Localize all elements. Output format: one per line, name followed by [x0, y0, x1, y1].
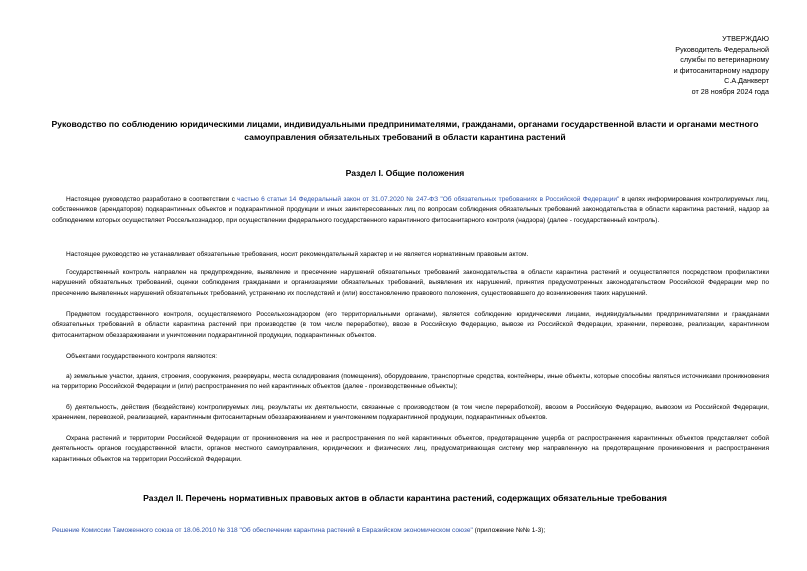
paragraph-5: Объектами государственного контроля являются:: [66, 353, 218, 360]
paragraph-7: б) деятельность, действия (бездействие) контролируемых лиц, результаты их деятельности, связанные с производством (в том числе переработкой), ввозом в Российскую Федерацию, вывозом из Российской Федерации, хранением, перевозкой, реализацией, карантинным фитосанитарным обеззараживанием и уничтожением подкарантинной продукции, подкарантинных объектов.: [52, 404, 769, 422]
regulation-list-item-suffix: (приложение №№ 1-3);: [472, 527, 546, 534]
paragraph-1: [52, 195, 769, 226]
approval-line: службы по ветеринарному: [680, 55, 769, 65]
paragraph-2: Настоящее руководство не устанавливает обязательные требования, носит рекомендательный характер и не является нормативным правовым актом.: [66, 251, 529, 258]
regulation-list-item: [52, 526, 769, 536]
paragraph-1-text-start: Настоящее руководство разработано в соответствии с: [66, 196, 238, 203]
approval-line: от 28 ноября 2024 года: [691, 86, 769, 96]
approval-line: и фитосанитарному надзору: [673, 65, 769, 75]
approval-line: С.А.Данкверт: [724, 76, 769, 86]
paragraph-6: а) земельные участки, здания, строения, сооружения, резервуары, места складирования (помещения), оборудование, транспортные средства, контейнеры, иные объекты, которые способны являться источниками проникновения на территорию Российской Федерации и (или) распространения по ней карантинных объектов (далее - производственные объекты);: [52, 373, 769, 391]
paragraph-3: Государственный контроль направлен на предупреждение, выявление и пресечение нарушений обязательных требований законодательства в области карантина растений и осуществляется посредством профилактики нарушений обязательных требований, оценки соблюдения гражданами и организациями обязательных требований, выявления их нарушений, принятия предусмотренных законодательством Российской Федерации мер по пресечению выявленных нарушений обязательных требований, устранению их последствий и (или) восстановлению правового положения, существовавшего до возникновения таких нарушений.: [52, 269, 769, 297]
paragraph-1-text-end: в целях информирования контролируемых лиц, собственников (арендаторов) подкарантинных объектов и подкарантинной продукции и иных заинтересованных лиц по вопросам соблюдения обязательных требований законодательства в области карантина растений, надзор за соблюдением которых осуществляет Россельхознадзор, при осуществлении федерального государственного карантинного фитосанитарного контроля (надзора) (далее - государственный контроль).: [52, 196, 769, 224]
approval-line: УТВЕРЖДАЮ: [722, 34, 769, 43]
approval-block: [569, 34, 769, 98]
paragraph-4: Предметом государственного контроля, осуществляемого Россельхознадзором (его территориальными органами), является соблюдение юридическими лицами, индивидуальными предпринимателями и гражданами обязательных требований в области карантина растений при производстве (в том числе переработке), ввозе в Российскую Федерацию, вывозе из Российской Федерации, хранении, перевозке, реализации, карантинном фитосанитарном обеззараживании и уничтожении подкарантинной продукции, подкарантинных объектов.: [52, 311, 769, 339]
federal-law-link[interactable]: частью 6 статьи 14 Федеральный закон от 31.07.2020 № 247-ФЗ "Об обязательных требованиях в Российской Федерации": [237, 196, 620, 203]
document-title: Руководство по соблюдению юридическими лицами, индивидуальными предпринимателями, гражданами, органами государственной власти и органами местного самоуправления обязательных требований в области карантина растений: [51, 119, 759, 142]
section-2-heading: Раздел II. Перечень нормативных правовых актов в области карантина растений, содержащих обязательные требования: [143, 493, 667, 503]
approval-line: Руководитель Федеральной: [675, 44, 769, 54]
section-1-heading: Раздел I. Общие положения: [345, 168, 465, 178]
paragraph-8: Охрана растений и территории Российской Федерации от проникновения на нее и распространения по ней карантинных объектов, предотвращение ущерба от распространения карантинных объектов представляет собой деятельность органов государственной власти, органов местного самоуправления, юридических и физических лиц, предусматривающая систему мер направленную на предотвращение проникновения и распространения карантинных объектов на территории Российской Федерации.: [52, 435, 769, 463]
customs-union-decision-link[interactable]: Решение Комиссии Таможенного союза от 18.06.2010 № 318 "Об обеспечении карантина растений в Евразийском экономическом союзе": [52, 527, 473, 534]
